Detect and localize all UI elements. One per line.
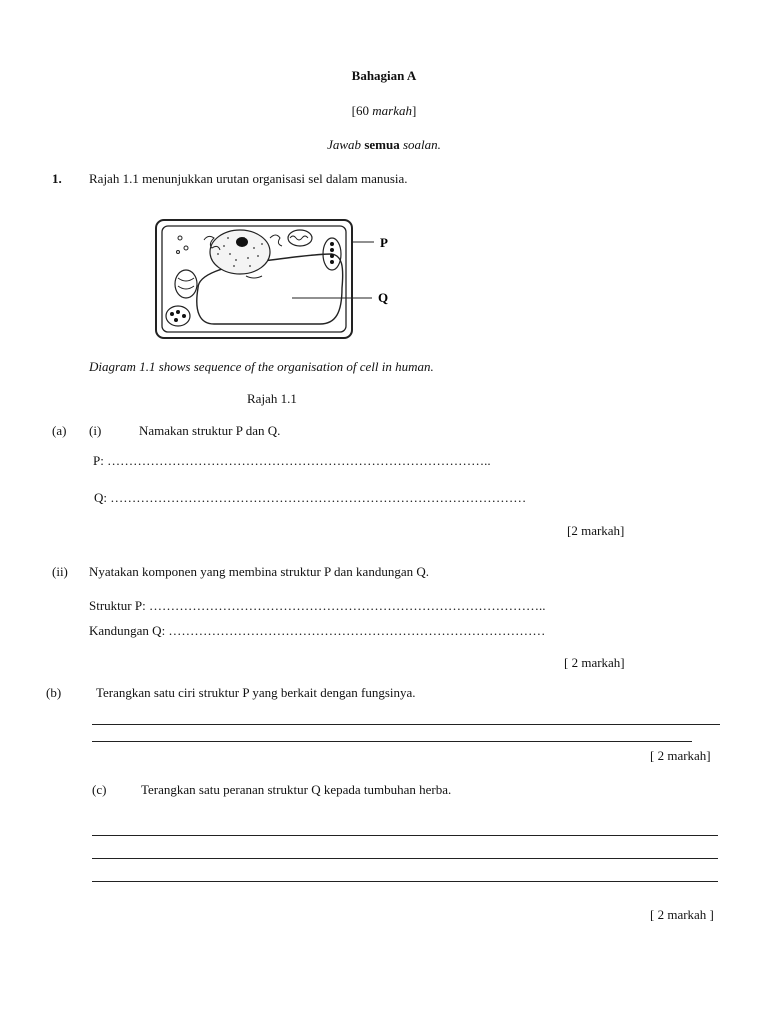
plant-cell-diagram [106,208,406,344]
caption-english: Diagram 1.1 shows sequence of the organisation of cell in human. [89,359,434,374]
part-a-i-question: Namakan struktur P dan Q. [139,423,281,438]
part-c-question: Terangkan satu peranan struktur Q kepada tumbuhan herba. [141,782,452,797]
caption-malay: Rajah 1.1 [247,391,297,406]
marks-b: [ 2 markah] [650,748,711,763]
label-q: Q [378,290,389,305]
section-title: Bahagian A [351,68,417,83]
answer-rule-b-2[interactable] [92,741,692,742]
instruction: Jawab semua soalan. [327,137,441,152]
nucleus [210,230,270,274]
marks-a-ii: [ 2 markah] [564,655,625,670]
question-number: 1. [52,171,62,186]
nucleolus [236,237,248,247]
answer-line-kandungan-q[interactable]: Kandungan Q: …………………………………………………………………………… [89,623,546,638]
total-marks: [60 markah] [351,103,417,118]
question-stem: Rajah 1.1 menunjukkan urutan organisasi sel dalam manusia. [89,171,408,186]
part-b-label: (b) [46,685,62,700]
marks-a-i: [2 markah] [567,523,625,538]
mitochondrion [288,230,312,246]
answer-line-p[interactable]: P: …………………………………………………………………………….. [93,453,491,468]
chloroplast-bottom [166,306,190,326]
ribosome-strand [246,276,262,278]
part-a-label: (a) [52,423,67,438]
small-organelles [177,236,189,254]
answer-rule-c-2[interactable] [92,858,718,859]
marks-c: [ 2 markah ] [650,907,714,922]
part-a-i-label: (i) [89,423,102,438]
part-a-ii-label: (ii) [52,564,68,579]
part-c-label: (c) [92,782,107,797]
part-b-question: Terangkan satu ciri struktur P yang berkait dengan fungsinya. [96,685,416,700]
golgi-body [270,235,282,246]
answer-rule-b-1[interactable] [92,724,720,725]
answer-line-struktur-p[interactable]: Struktur P: ……………………………………………………………………………….. [89,598,546,613]
answer-rule-c-1[interactable] [92,835,718,836]
part-a-ii-question: Nyatakan komponen yang membina struktur P dan kandungan Q. [89,564,429,579]
answer-rule-c-3[interactable] [92,881,718,882]
answer-line-q[interactable]: Q: …………………………………………………………………………………… [94,490,527,505]
label-p: P [380,235,388,250]
chloroplast-left [175,270,197,298]
